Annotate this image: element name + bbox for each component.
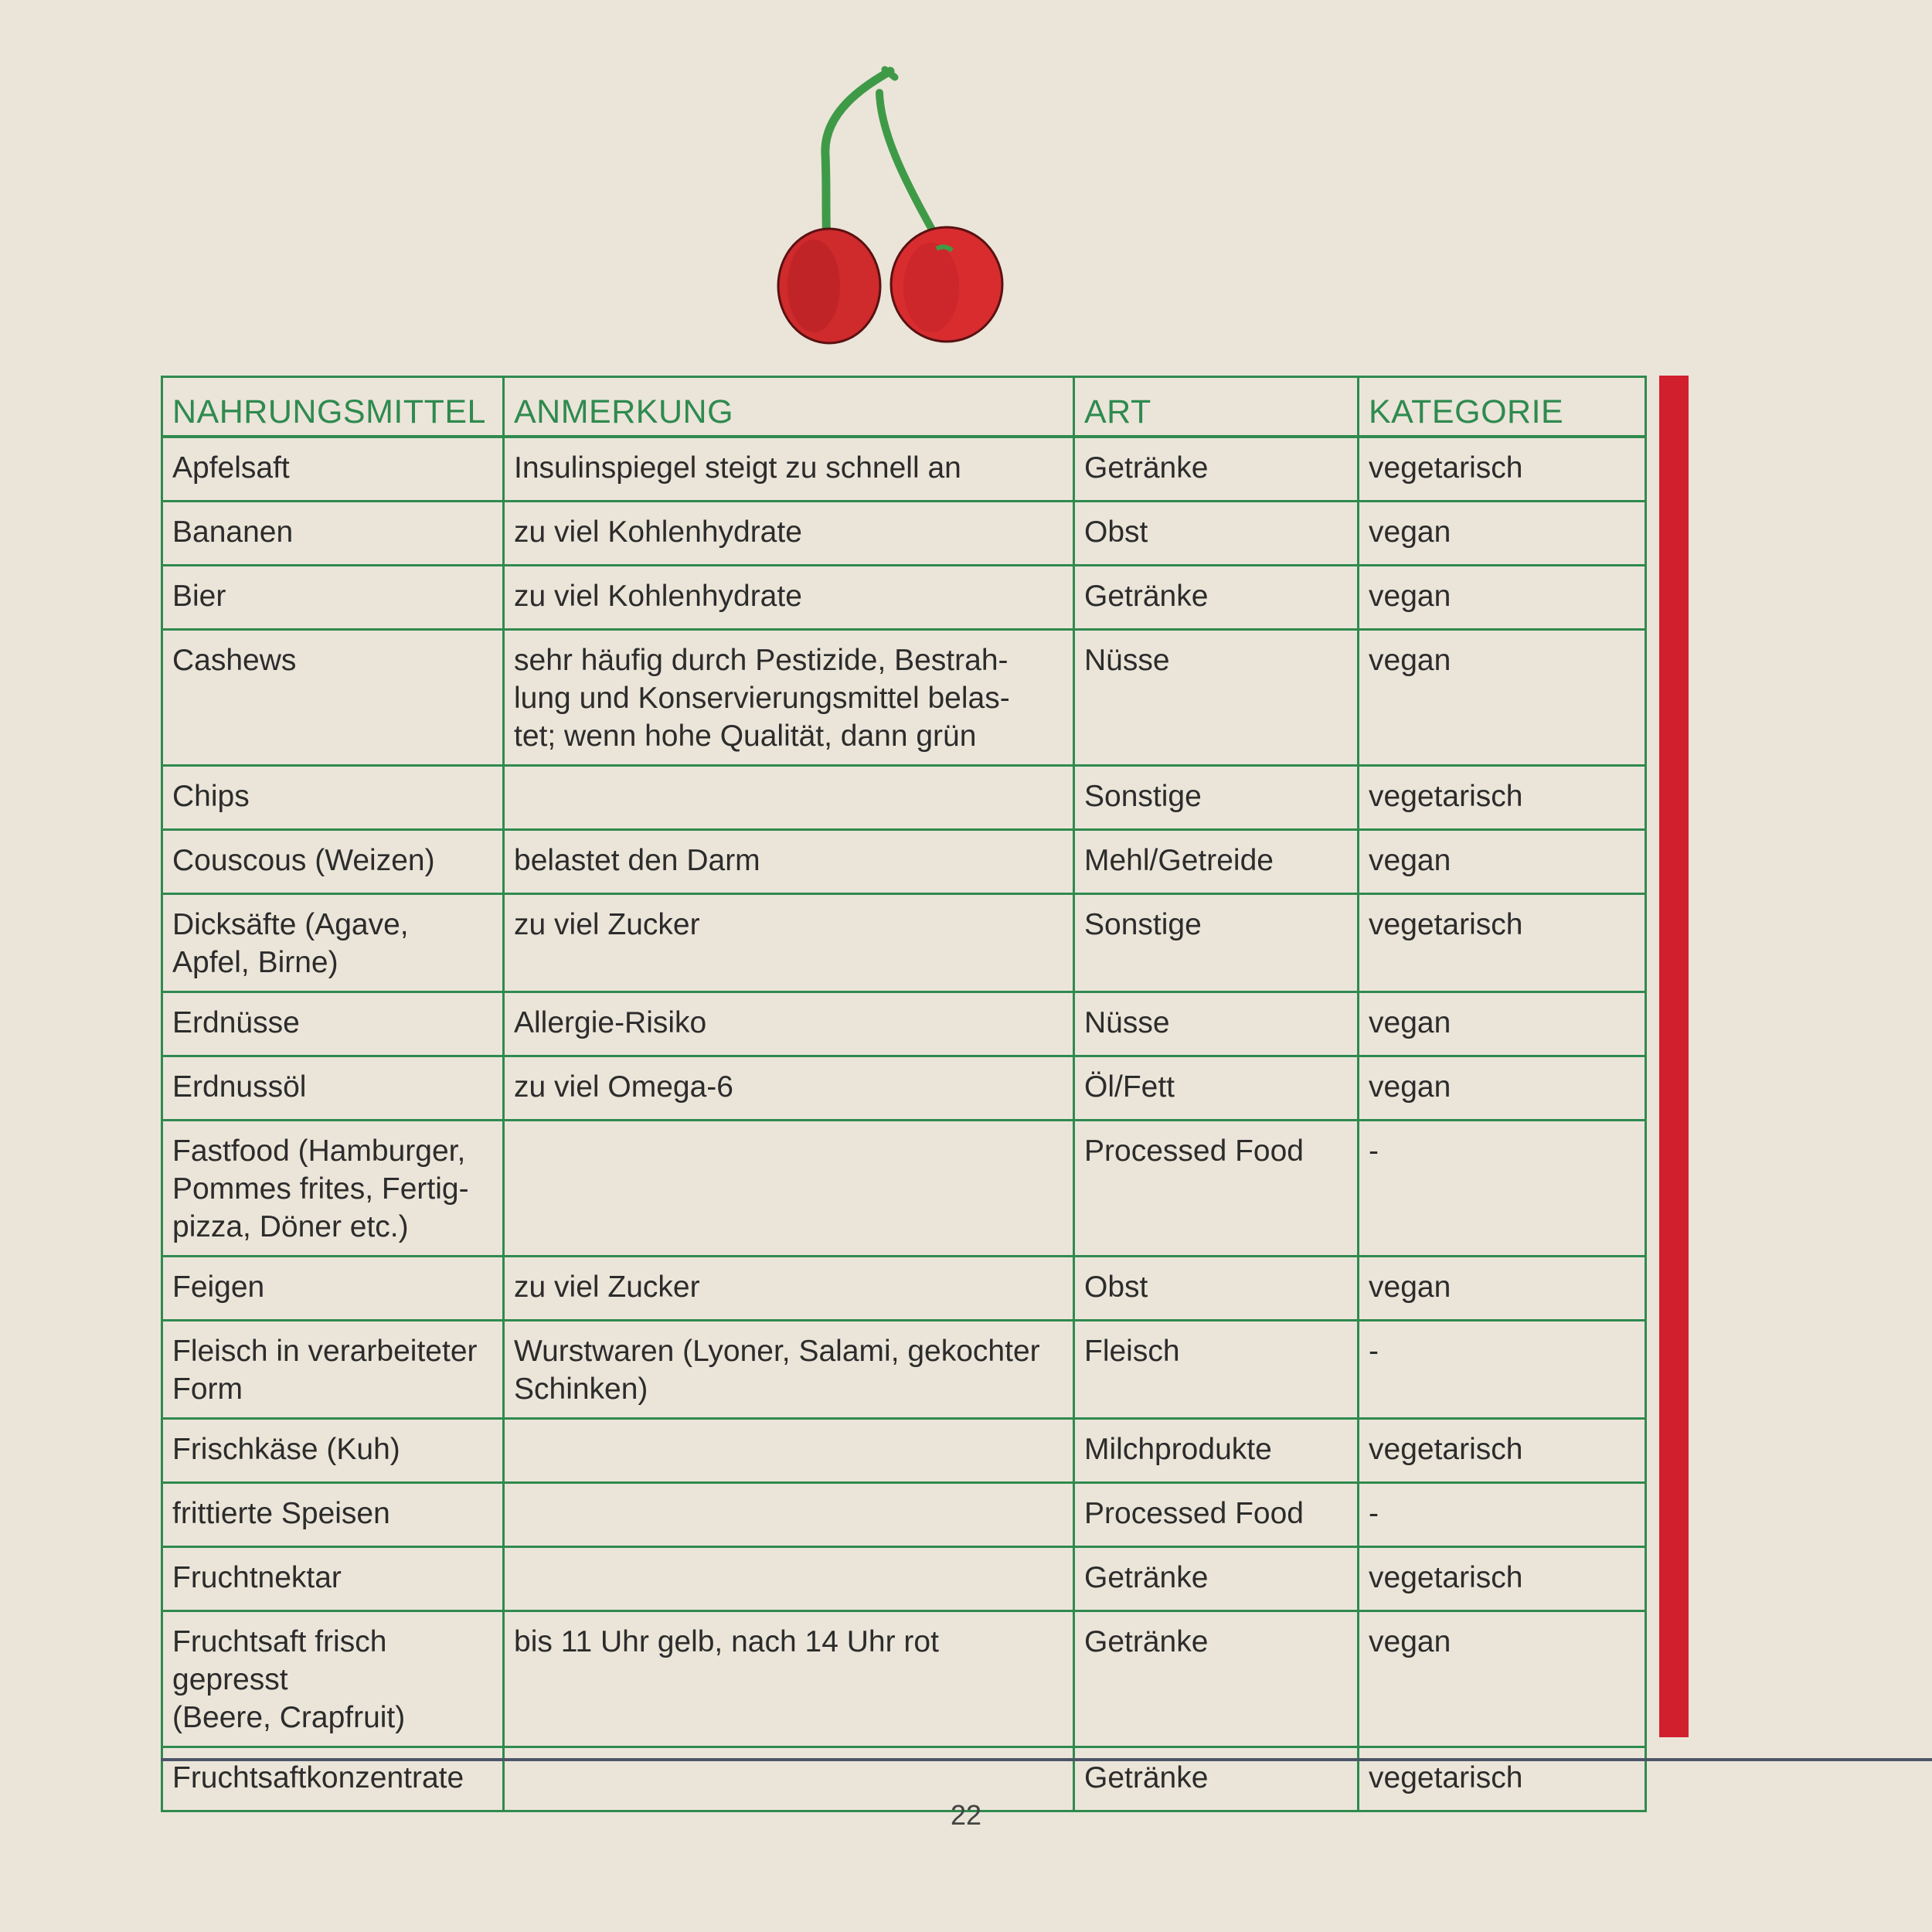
cell-kategorie: vegan: [1359, 566, 1646, 630]
cell-nahrungsmittel: Dicksäfte (Agave, Apfel, Birne): [162, 894, 504, 992]
cell-anmerkung: belastet den Darm: [504, 830, 1074, 894]
cell-kategorie: vegan: [1359, 502, 1646, 566]
header-kategorie: KATEGORIE: [1359, 377, 1646, 437]
cell-nahrungsmittel: Feigen: [162, 1257, 504, 1321]
table-row: [162, 1257, 1646, 1321]
cell-nahrungsmittel: Frischkäse (Kuh): [162, 1419, 504, 1483]
table-row: [162, 1547, 1646, 1611]
cell-nahrungsmittel: Chips: [162, 766, 504, 830]
table-row: [162, 1419, 1646, 1483]
cell-nahrungsmittel: frittierte Speisen: [162, 1483, 504, 1547]
table-row: [162, 830, 1646, 894]
cell-art: Obst: [1074, 1257, 1359, 1321]
cell-anmerkung: zu viel Omega-6: [504, 1056, 1074, 1121]
cell-anmerkung: zu viel Kohlenhydrate: [504, 502, 1074, 566]
cell-kategorie: vegan: [1359, 1257, 1646, 1321]
cell-art: Getränke: [1074, 1747, 1359, 1811]
cell-kategorie: -: [1359, 1321, 1646, 1419]
table-row: [162, 992, 1646, 1056]
cell-kategorie: vegan: [1359, 1611, 1646, 1747]
cell-nahrungsmittel: Fruchtnektar: [162, 1547, 504, 1611]
cell-art: Getränke: [1074, 1611, 1359, 1747]
cell-nahrungsmittel: Couscous (Weizen): [162, 830, 504, 894]
table-row: [162, 1056, 1646, 1121]
cell-art: Milchprodukte: [1074, 1419, 1359, 1483]
food-table: [161, 376, 1647, 1812]
cell-art: Getränke: [1074, 1547, 1359, 1611]
table-row: [162, 766, 1646, 830]
cell-anmerkung: zu viel Kohlenhydrate: [504, 566, 1074, 630]
cell-anmerkung: [504, 1121, 1074, 1257]
cell-nahrungsmittel: Fastfood (Hamburger, Pommes frites, Fertig- pizza, Döner etc.): [162, 1121, 504, 1257]
header-art: ART: [1074, 377, 1359, 437]
table-header-row: [162, 377, 1646, 437]
cell-nahrungsmittel: Fruchtsaft frisch gepresst (Beere, Crapfruit): [162, 1611, 504, 1747]
cell-anmerkung: [504, 766, 1074, 830]
table-row: [162, 437, 1646, 502]
cell-anmerkung: [504, 1483, 1074, 1547]
cell-kategorie: vegetarisch: [1359, 1547, 1646, 1611]
cell-anmerkung: Wurstwaren (Lyoner, Salami, gekochter Schinken): [504, 1321, 1074, 1419]
header-anmerkung: ANMERKUNG: [504, 377, 1074, 437]
table-row: [162, 1321, 1646, 1419]
table-row: [162, 502, 1646, 566]
cell-nahrungsmittel: Erdnüsse: [162, 992, 504, 1056]
cell-kategorie: vegetarisch: [1359, 766, 1646, 830]
cell-kategorie: vegan: [1359, 1056, 1646, 1121]
cell-anmerkung: zu viel Zucker: [504, 1257, 1074, 1321]
food-table-container: [161, 376, 1645, 1812]
cell-art: Processed Food: [1074, 1121, 1359, 1257]
table-row: [162, 630, 1646, 766]
red-side-bar: [1659, 376, 1689, 1737]
cell-kategorie: vegetarisch: [1359, 437, 1646, 502]
cell-art: Processed Food: [1074, 1483, 1359, 1547]
cell-anmerkung: bis 11 Uhr gelb, nach 14 Uhr rot: [504, 1611, 1074, 1747]
cell-art: Getränke: [1074, 566, 1359, 630]
cell-kategorie: vegan: [1359, 830, 1646, 894]
table-body: [162, 437, 1646, 1811]
table-row: [162, 894, 1646, 992]
cell-kategorie: vegetarisch: [1359, 894, 1646, 992]
cell-art: Nüsse: [1074, 630, 1359, 766]
cell-anmerkung: Insulinspiegel steigt zu schnell an: [504, 437, 1074, 502]
cell-kategorie: -: [1359, 1121, 1646, 1257]
cell-art: Getränke: [1074, 437, 1359, 502]
cell-nahrungsmittel: Fleisch in verarbeiteter Form: [162, 1321, 504, 1419]
cell-art: Obst: [1074, 502, 1359, 566]
header-nahrungsmittel: NAHRUNGSMITTEL: [162, 377, 504, 437]
cherry-icon: [765, 54, 1020, 355]
table-row: [162, 1747, 1646, 1811]
cell-kategorie: vegan: [1359, 630, 1646, 766]
cell-kategorie: vegan: [1359, 992, 1646, 1056]
cell-nahrungsmittel: Bier: [162, 566, 504, 630]
cell-kategorie: vegetarisch: [1359, 1747, 1646, 1811]
cell-art: Sonstige: [1074, 894, 1359, 992]
cell-anmerkung: sehr häufig durch Pestizide, Bestrah- lung und Konservierungsmittel belas- tet; wenn hohe Qualität, dann grün: [504, 630, 1074, 766]
cell-nahrungsmittel: Erdnussöl: [162, 1056, 504, 1121]
cell-art: Öl/Fett: [1074, 1056, 1359, 1121]
cell-kategorie: vegetarisch: [1359, 1419, 1646, 1483]
page-number: 22: [950, 1799, 982, 1831]
cell-nahrungsmittel: Cashews: [162, 630, 504, 766]
table-row: [162, 1483, 1646, 1547]
table-row: [162, 1121, 1646, 1257]
cell-art: Nüsse: [1074, 992, 1359, 1056]
cell-nahrungsmittel: Apfelsaft: [162, 437, 504, 502]
cell-anmerkung: zu viel Zucker: [504, 894, 1074, 992]
table-row: [162, 1611, 1646, 1747]
footer-rule: [161, 1758, 1932, 1761]
cell-art: Mehl/Getreide: [1074, 830, 1359, 894]
cell-kategorie: -: [1359, 1483, 1646, 1547]
table-row: [162, 566, 1646, 630]
cell-art: Sonstige: [1074, 766, 1359, 830]
cell-art: Fleisch: [1074, 1321, 1359, 1419]
cell-nahrungsmittel: Fruchtsaftkonzentrate: [162, 1747, 504, 1811]
cell-anmerkung: [504, 1419, 1074, 1483]
cell-nahrungsmittel: Bananen: [162, 502, 504, 566]
cell-anmerkung: Allergie-Risiko: [504, 992, 1074, 1056]
cell-anmerkung: [504, 1547, 1074, 1611]
